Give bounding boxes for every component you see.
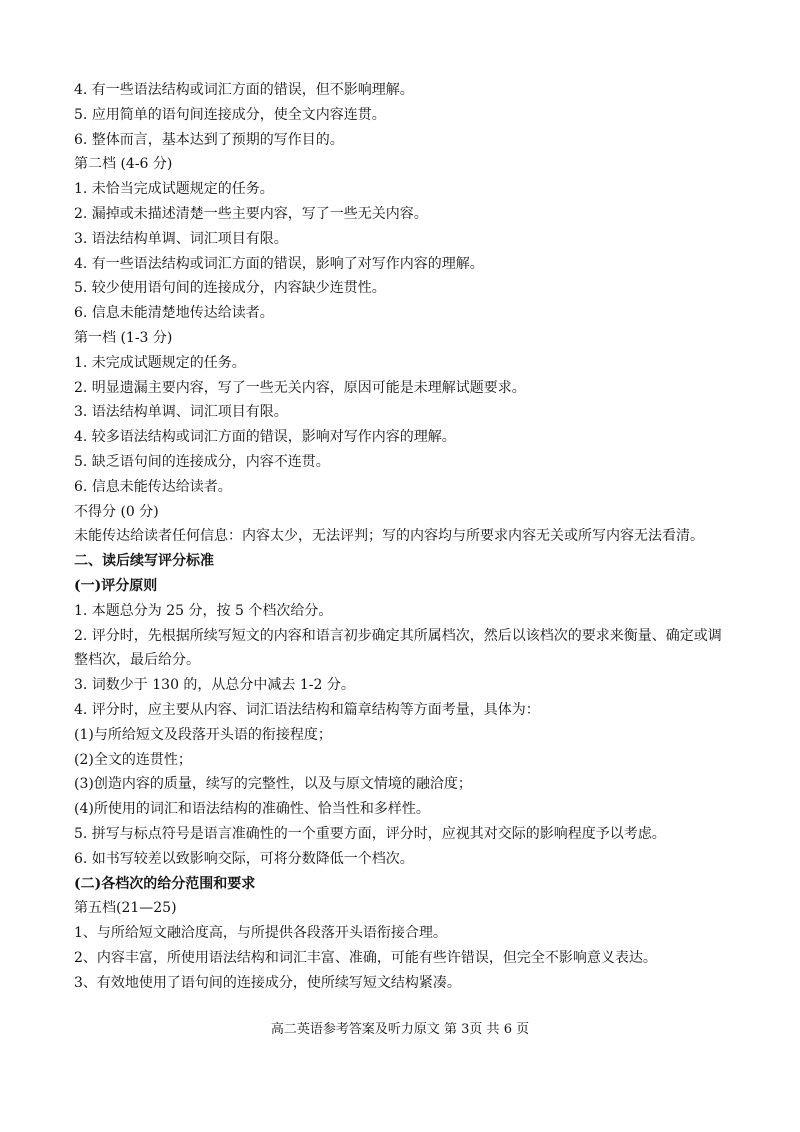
criteria-line: 5. 较少使用语句间的连接成分，内容缺少连贯性。 — [74, 280, 386, 297]
criteria-line: 3. 语法结构单调、词汇项目有限。 — [74, 230, 288, 247]
criteria-line: 4. 有一些语法结构或词汇方面的错误，但不影响理解。 — [74, 82, 414, 98]
criteria-line: 1. 未完成试题规定的任务。 — [74, 354, 246, 371]
principle-line: 4. 评分时，应主要从内容、词汇语法结构和篇章结构等方面考量，具体为： — [74, 701, 540, 718]
criteria-line: 3. 语法结构单调、词汇项目有限。 — [74, 404, 288, 421]
subsection-heading: (二)各档次的给分范围和要求 — [74, 875, 256, 892]
principle-line: 6. 如书写较差以致影响交际，可将分数降低一个档次。 — [74, 850, 414, 867]
criteria-line: 4. 有一些语法结构或词汇方面的错误，影响了对写作内容的理解。 — [74, 255, 484, 272]
criteria-line: 2. 明显遗漏主要内容，写了一些无关内容，原因可能是未理解试题要求。 — [74, 379, 526, 396]
principle-subitem: (4)所使用的词汇和语法结构的准确性、恰当性和多样性。 — [74, 801, 430, 818]
document-body — [74, 78, 734, 995]
criteria-line: 5. 应用简单的语句间连接成分，使全文内容连贯。 — [74, 106, 386, 123]
principle-line: 3. 词数少于 130 的，从总分中减去 1-2 分。 — [74, 677, 355, 694]
grade-heading: 第一档 (1-3 分) — [74, 329, 173, 346]
subsection-heading: (一)评分原则 — [74, 577, 158, 594]
criteria-line: 5. 缺乏语句间的连接成分，内容不连贯。 — [74, 453, 330, 470]
principle-line: 1. 本题总分为 25 分，按 5 个档次给分。 — [74, 602, 333, 619]
principle-line: 5. 拼写与标点符号是语言准确性的一个重要方面，评分时，应视其对交际的影响程度予以考虑。 — [74, 825, 666, 842]
principle-subitem: (2)全文的连贯性； — [74, 751, 192, 768]
section-heading: 二、读后续写评分标准 — [74, 553, 214, 570]
criteria-line: 6. 信息未能清楚地传达给读者。 — [74, 305, 274, 322]
criteria-line: 1、与所给短文融洽度高，与所提供各段落开头语衔接合理。 — [74, 925, 447, 942]
grade-heading: 第五档(21—25) — [74, 900, 177, 917]
criteria-line: 1. 未恰当完成试题规定的任务。 — [74, 181, 274, 198]
principle-subitem: (3)创造内容的质量，续写的完整性，以及与原文情境的融洽度； — [74, 776, 472, 793]
principle-paragraph: 2. 评分时，先根据所续写短文的内容和语言初步确定其所属档次，然后以该档次的要求来衡量、确定或调整档次，最后给分。 — [74, 627, 722, 669]
grade-heading: 不得分 (0 分) — [74, 503, 159, 520]
criteria-line: 3、有效地使用了语句间的连接成分，使所续写短文结构紧凑。 — [74, 974, 461, 991]
criteria-line: 6. 信息未能传达给读者。 — [74, 478, 232, 495]
criteria-line: 2、内容丰富，所使用语法结构和词汇丰富、准确，可能有些许错误，但完全不影响意义表达。 — [74, 949, 657, 966]
grade-heading: 第二档 (4-6 分) — [74, 156, 173, 173]
criteria-line: 4. 较多语法结构或词汇方面的错误，影响对写作内容的理解。 — [74, 429, 456, 446]
criteria-line: 2. 漏掉或未描述清楚一些主要内容，写了一些无关内容。 — [74, 205, 428, 222]
criteria-paragraph: 未能传达给读者任何信息：内容太少，无法评判；写的内容均与所要求内容无关或所写内容无法看清。 — [74, 528, 704, 545]
criteria-line: 6. 整体而言，基本达到了预期的写作目的。 — [74, 131, 344, 148]
page-footer: 高二英语参考答案及听力原文 第 3页 共 6 页 — [270, 1022, 530, 1037]
principle-subitem: (1)与所给短文及段落开头语的衔接程度； — [74, 726, 332, 743]
